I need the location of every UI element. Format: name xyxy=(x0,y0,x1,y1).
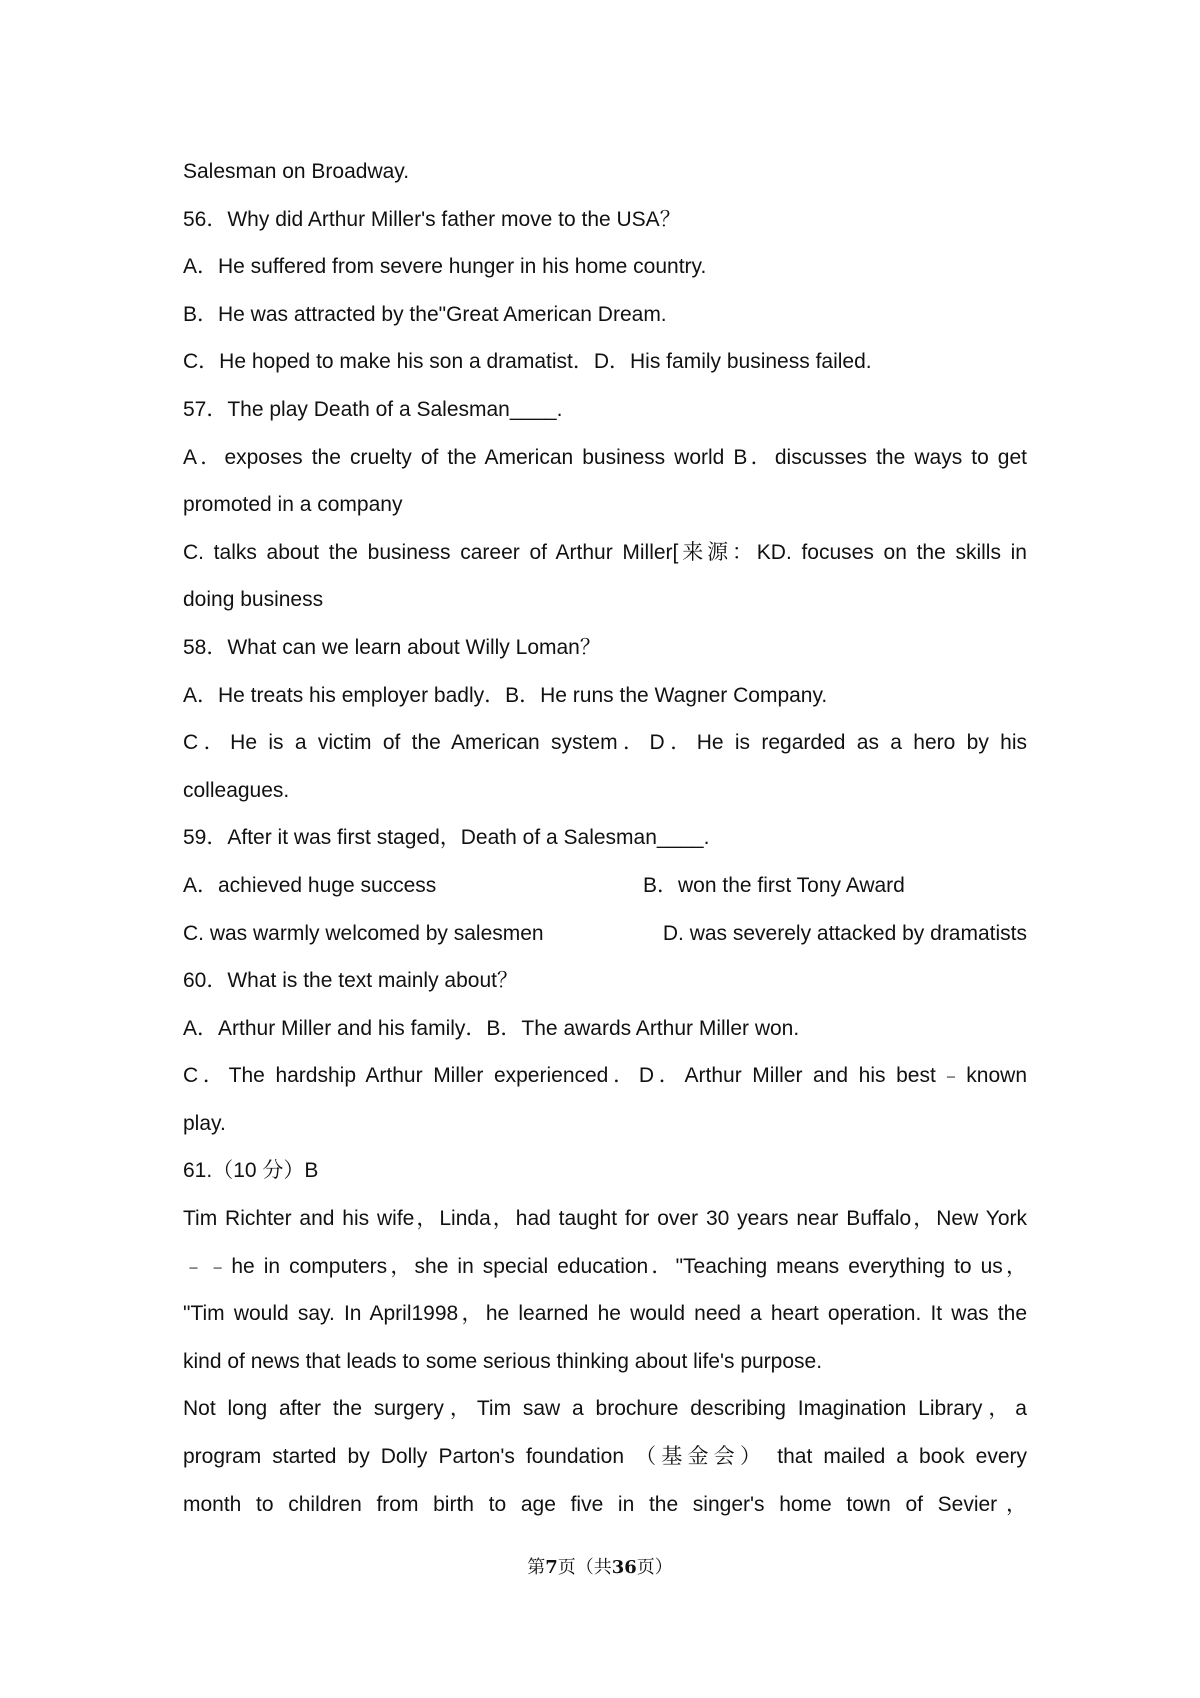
option-58-a-b: A．He treats his employer badly．B．He runs the Wagner Company. xyxy=(183,683,828,707)
footer-total-pages: 36 xyxy=(611,1557,637,1578)
passage-line: kind of news that leads to some serious thinking about life's purpose. xyxy=(183,1349,823,1373)
question-59: 59．After it was first staged，Death of a Salesman____. xyxy=(183,826,710,850)
passage-line: Tim Richter and his wife，Linda，had taught for over 30 years near Buffalo，New York xyxy=(183,1207,1027,1231)
text-line: Salesman on Broadway. xyxy=(183,160,410,183)
option-59-d: D. was severely attacked by dramatists xyxy=(662,921,1027,945)
passage-line: "Tim would say. In April1998，he learned he would need a heart operation. It was the xyxy=(183,1302,1027,1326)
question-58: 58．What can we learn about Willy Loman？ xyxy=(183,635,601,659)
passage-line: ﹣﹣he in computers，she in special education．"Teaching means everything to us， xyxy=(183,1254,1027,1278)
footer-page-number: 7 xyxy=(545,1557,558,1578)
page-footer xyxy=(0,1553,1200,1579)
option-58-c-d: C．He is a victim of the American system．D．He is regarded as a hero by his xyxy=(183,731,1027,755)
passage-line: month to children from birth to age five in the singer's home town of Sevier， xyxy=(183,1492,1027,1516)
option-57-d-cont: doing business xyxy=(183,588,324,612)
option-58-d-cont: colleagues. xyxy=(183,778,290,802)
option-57-c-d: C. talks about the business career of Arthur Miller[来源：KD. focuses on the skills in xyxy=(183,540,1027,564)
options-59-row1 xyxy=(183,862,1027,910)
footer-suffix: 页） xyxy=(636,1557,673,1578)
option-57-b-cont: promoted in a company xyxy=(183,493,403,517)
options-59-row2 xyxy=(183,910,1027,958)
option-59-a: A．achieved huge success xyxy=(183,873,437,897)
option-59-b: B．won the first Tony Award xyxy=(643,873,905,897)
footer-middle: 页（共 xyxy=(557,1557,612,1578)
section-61-heading: 61.（10 分）B xyxy=(183,1159,319,1183)
option-56-c-d: C．He hoped to make his son a dramatist．D．His family business failed. xyxy=(183,350,872,374)
question-56: 56．Why did Arthur Miller's father move to the USA？ xyxy=(183,207,681,231)
option-57-a-b: A．exposes the cruelty of the American business world B．discusses the ways to get xyxy=(183,445,1027,469)
question-57: 57．The play Death of a Salesman____. xyxy=(183,397,563,421)
option-59-c: C. was warmly welcomed by salesmen xyxy=(183,921,544,945)
passage-line: Not long after the surgery，Tim saw a brochure describing Imagination Library，a xyxy=(183,1397,1027,1421)
option-60-d-cont: play. xyxy=(183,1111,226,1135)
question-60: 60．What is the text mainly about？ xyxy=(183,969,518,993)
option-60-c-d: C．The hardship Arthur Miller experienced．D．Arthur Miller and his best﹣known xyxy=(183,1064,1027,1088)
passage-line: program started by Dolly Parton's foundation （基金会） that mailed a book every xyxy=(183,1445,1027,1469)
option-56-a: A．He suffered from severe hunger in his home country. xyxy=(183,255,707,279)
option-60-a-b: A．Arthur Miller and his family．B．The awards Arthur Miller won. xyxy=(183,1016,800,1040)
option-56-b: B．He was attracted by the"Great American Dream. xyxy=(183,302,667,326)
page-content xyxy=(183,148,1027,1528)
footer-prefix: 第 xyxy=(527,1557,546,1578)
